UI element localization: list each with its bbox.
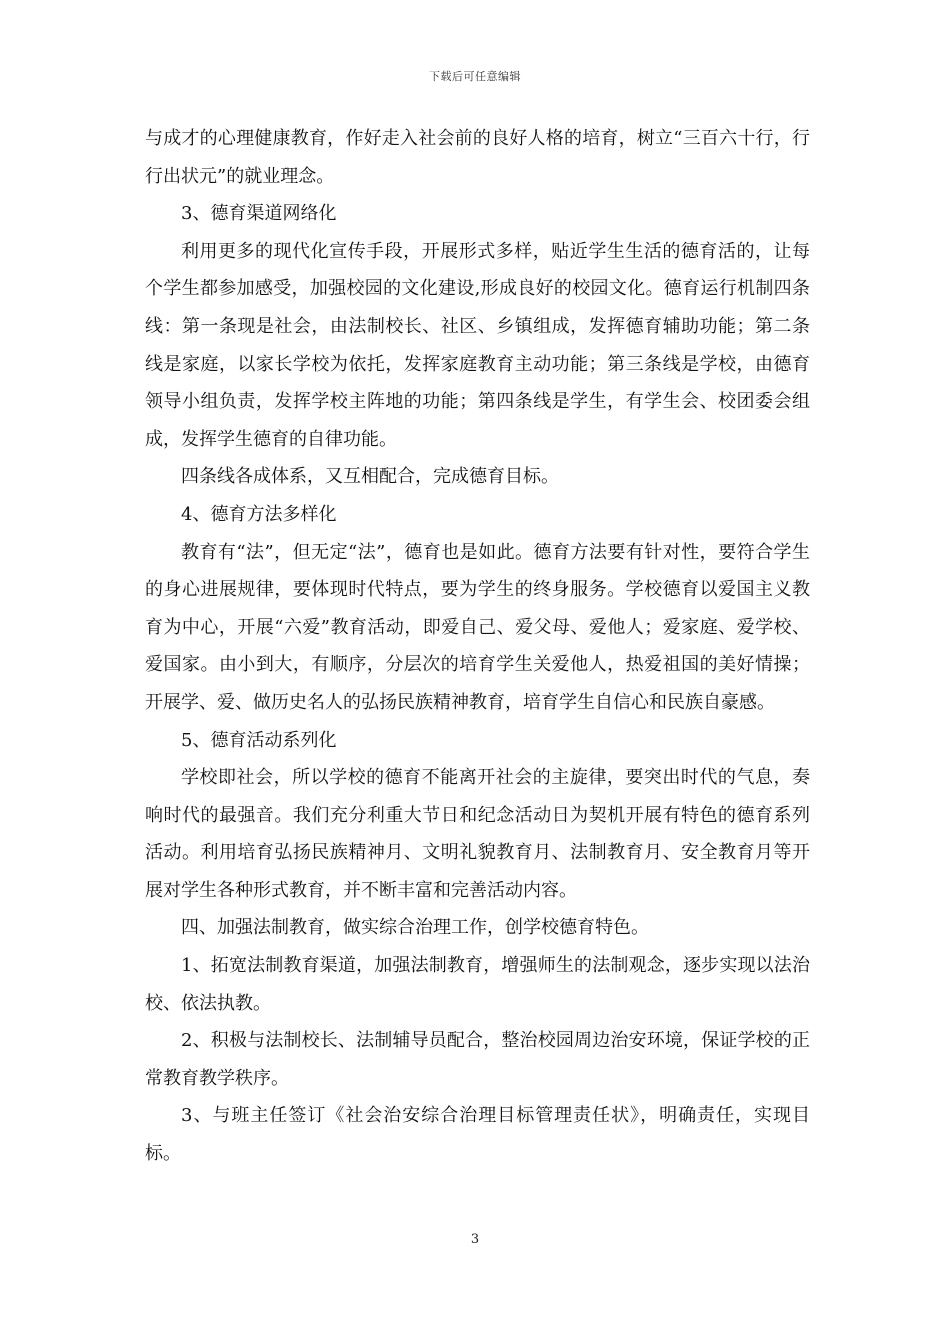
paragraph: 学校即社会，所以学校的德育不能离开社会的主旋律，要突出时代的气息，奏响时代的最强音。我们充分利重大节日和纪念活动日为契机开展有特色的德育系列活动。利用培育弘扬民族精神月、文明礼貌教育月、法制教育月、安全教育月等开展对学生各种形式教育，并不断丰富和完善活动内容。: [145, 767, 810, 901]
paragraph-continuation: 与成才的心理健康教育，作好走入社会前的良好人格的培育，树立“三百六十行，行行出状元”的就业理念。: [145, 128, 810, 187]
list-item: 3、与班主任签订《社会治安综合治理目标管理责任状》，明确责任，实现目标。: [145, 1105, 810, 1165]
document-body: [145, 120, 810, 1173]
paragraph: 利用更多的现代化宣传手段，开展形式多样，贴近学生生活的德育活的，让每个学生都参加感受，加强校园的文化建设,形成良好的校园文化。德育运行机制四条线：第一条现是社会，由法制校长、社区、乡镇组成，发挥德育辅助功能；第二条线是家庭，以家长学校为依托，发挥家庭教育主动功能；第三条线是学校，由德育领导小组负责，发挥学校主阵地的功能；第四条线是学生，有学生会、校团委会组成，发挥学生德育的自律功能。: [145, 240, 810, 450]
page-header-note: 下载后可任意编辑: [429, 70, 521, 83]
page-number: 3: [470, 1232, 480, 1247]
section-heading-5: 5、德育活动系列化: [181, 729, 337, 751]
paragraph: 教育有“法”，但无定“法”，德育也是如此。德育方法要有针对性，要符合学生的身心进展规律，要体现时代特点，要为学生的终身服务。学校德育以爱国主义教育为中心，开展“六爱”教育活动，即爱自己、爱父母、爱他人；爱家庭、爱学校、爱国家。由小到大，有顺序，分层次的培育学生关爱他人，热爱祖国的美好情操；开展学、爱、做历史名人的弘扬民族精神教育，培育学生自信心和民族自豪感。: [145, 541, 810, 713]
paragraph: 四条线各成体系，又互相配合，完成德育目标。: [181, 466, 559, 488]
section-heading-4: 4、德育方法多样化: [181, 503, 337, 525]
section-heading-four: 四、加强法制教育，做实综合治理工作，创学校德育特色。: [181, 917, 649, 939]
section-heading-3: 3、德育渠道网络化: [181, 203, 337, 225]
list-item: 1、拓宽法制教育渠道，加强法制教育，增强师生的法制观念，逐步实现以法治校、依法执教。: [145, 955, 810, 1014]
list-item: 2、积极与法制校长、法制辅导员配合，整治校园周边治安环境，保证学校的正常教育教学秩序。: [145, 1030, 810, 1089]
